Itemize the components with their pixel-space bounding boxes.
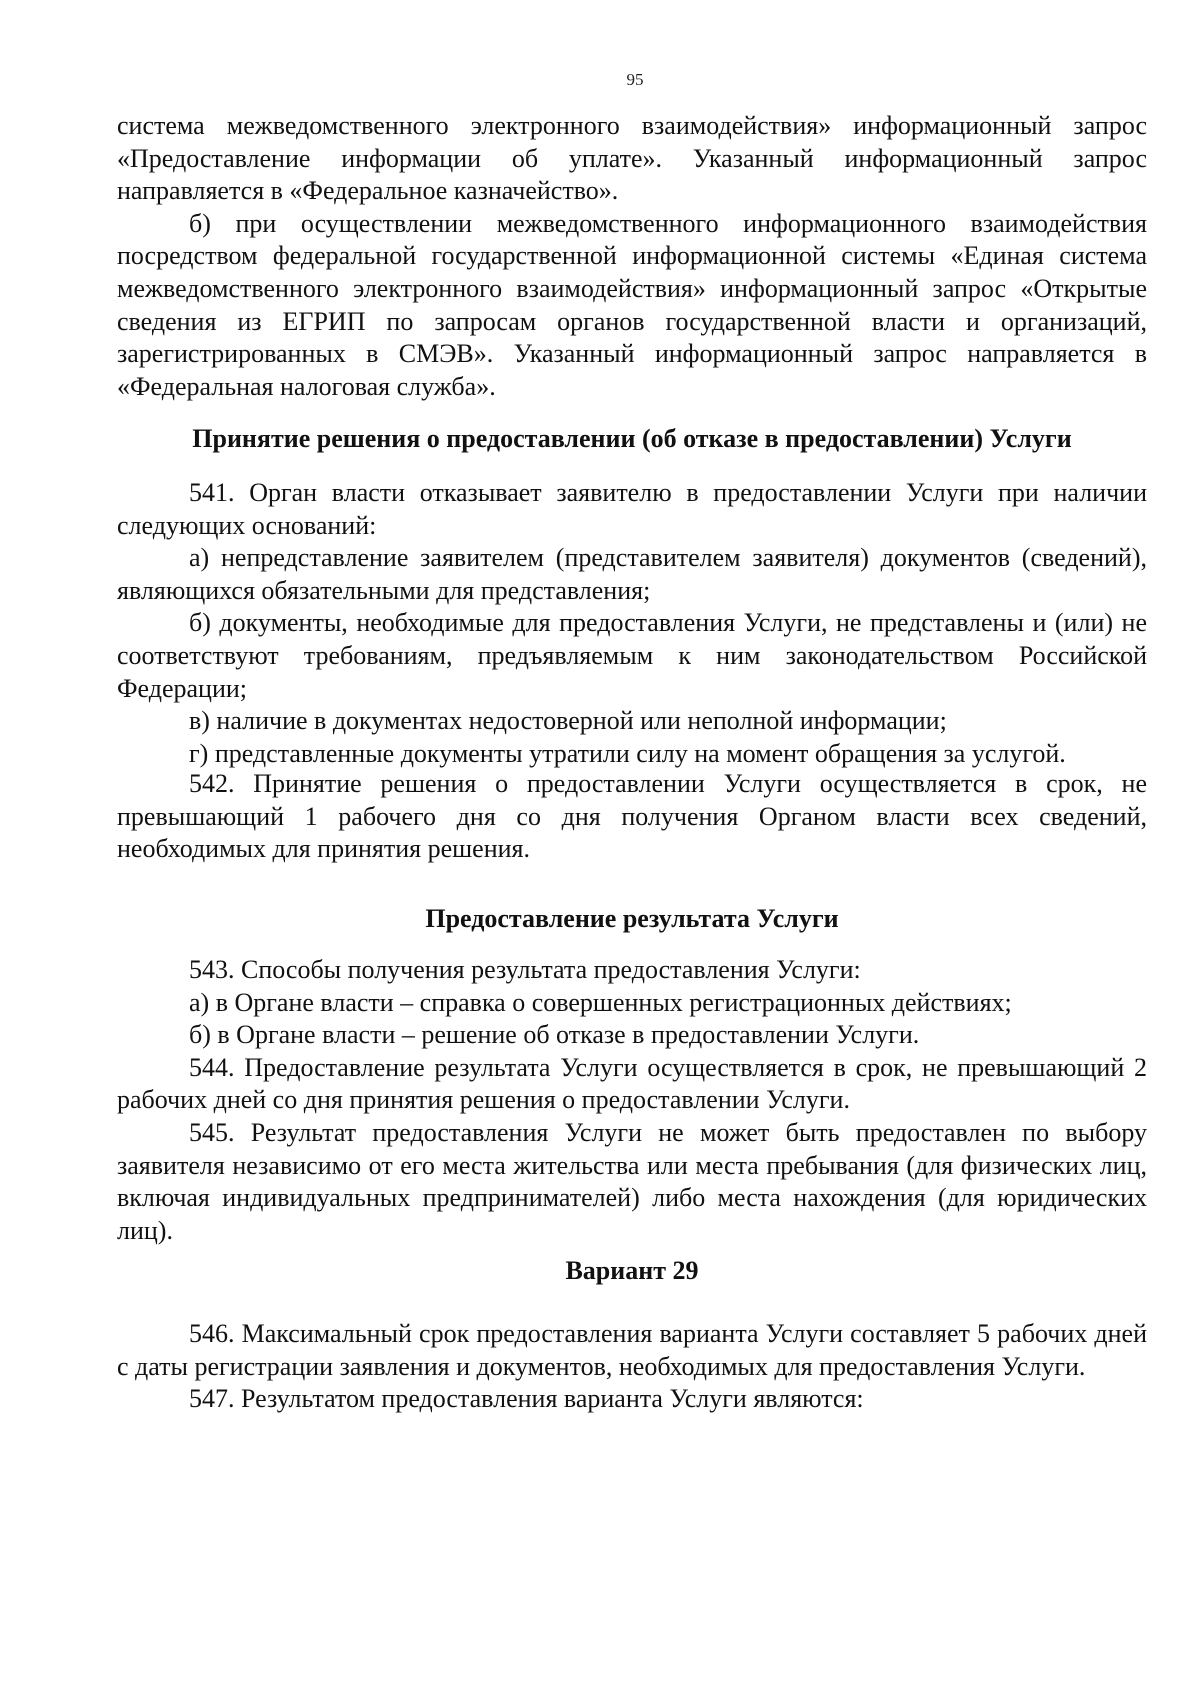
section-variant-body — [117, 1318, 1147, 1416]
list-item-v: в) наличие в документах недостоверной или неполной информации; — [189, 706, 947, 736]
paragraph-542: 542. Принятие решения о предоставлении Услуги осуществляется в срок, не превышающий 1 рабочего дня со дня получения Органом власти всех сведений, необходимых для принятия решения. — [117, 769, 1147, 864]
page-number: 95 — [626, 70, 644, 89]
section-result-body — [117, 954, 1147, 1247]
paragraph-545: 545. Результат предоставления Услуги не может быть предоставлен по выбору заявителя независимо от его места жительства или места пребывания (для физических лиц, включая индивидуальных предпринимателей) либо места нахождения (для юридических лиц). — [117, 1117, 1147, 1245]
paragraph-item-b: б) при осуществлении межведомственного информационного взаимодействия посредством федеральной государственной информационной системы «Единая система межведомственного электронного взаимодействия» информационный запрос «Открытые сведения из ЕГРИП по запросам органов государственной власти и организаций, зарегистрированных в СМЭВ». Указанный информационный запрос направляется в «Федеральная налоговая служба». — [117, 208, 1147, 401]
section-heading-decision: Принятие решения о предоставлении (об отказе в предоставлении) Услуги — [192, 424, 1072, 453]
list-item-b: б) в Органе власти – решение об отказе в предоставлении Услуги. — [189, 1020, 920, 1050]
section-decision-body — [117, 477, 1147, 770]
intro-text — [117, 110, 1147, 403]
list-item-g: г) представленные документы утратили силу на момент обращения за услугой. — [189, 738, 1066, 768]
list-item-a: а) в Органе власти – справка о совершенных регистрационных действиях; — [189, 987, 1012, 1017]
list-item-a: а) непредставление заявителем (представителем заявителя) документов (сведений), являющихся обязательными для представления; — [117, 543, 1147, 605]
paragraph-546: 546. Максимальный срок предоставления варианта Услуги составляет 5 рабочих дней с даты регистрации заявления и документов, необходимых для предоставления Услуги. — [117, 1319, 1147, 1381]
paragraph-543: 543. Способы получения результата предоставления Услуги: — [189, 955, 861, 984]
paragraph-continuation: система межведомственного электронного взаимодействия» информационный запрос «Предоставление информации об уплате». Указанный информационный запрос направляется в «Федеральное казначейство». — [117, 111, 1147, 206]
section-heading-variant: Вариант 29 — [565, 1256, 699, 1285]
paragraph-542-block — [117, 768, 1147, 866]
paragraph-547: 547. Результатом предоставления варианта Услуги являются: — [189, 1384, 864, 1414]
section-heading-result: Предоставление результата Услуги — [425, 904, 839, 933]
list-item-b: б) документы, необходимые для предоставления Услуги, не представлены и (или) не соответствуют требованиям, предъявляемым к ним законодательством Российской Федерации; — [117, 608, 1147, 703]
paragraph-544: 544. Предоставление результата Услуги осуществляется в срок, не превышающий 2 рабочих дней со дня принятия решения о предоставлении Услуги. — [117, 1052, 1147, 1115]
paragraph-541: 541. Орган власти отказывает заявителю в предоставлении Услуги при наличии следующих оснований: — [117, 478, 1147, 540]
